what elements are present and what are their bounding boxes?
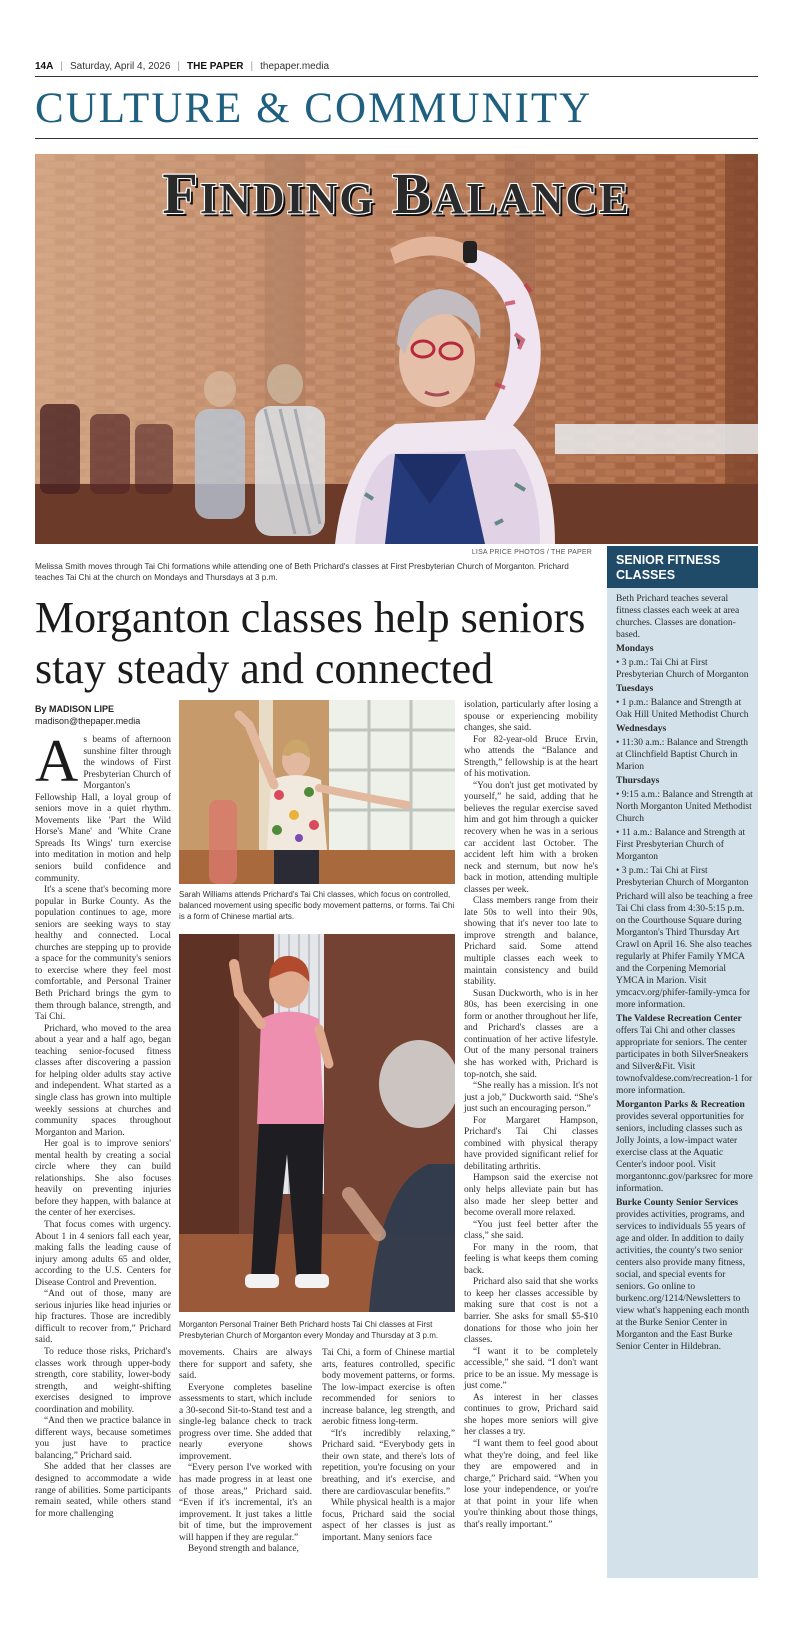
top-rule xyxy=(35,76,758,77)
sidebar-class-item: • 9:15 a.m.: Balance and Strength at North Morganton United Methodist Church xyxy=(616,790,753,824)
article-column-4 xyxy=(464,700,598,1531)
article-column-3 xyxy=(322,1348,455,1544)
paragraph: “It's incredibly relaxing,” Prichard said. “Everybody gets in their own state, and there's lots of repetition, you're focusing on your breathing, and it's exercise, and there are cardiovascular benefits.” xyxy=(322,1428,455,1497)
article-headline: Morganton classes help seniors stay steady and connected xyxy=(35,593,586,693)
paragraph: “You don't just get motivated by yourself,” he said, adding that he believes the regular exercise saved him and got him through a quicker recovery when he was in a serious car accident last October. The accident left him with a broken neck and sternum, but now he's back in motion, attending multiple classes per week. xyxy=(464,780,598,895)
photo-illustration xyxy=(179,934,455,1312)
paragraph: For 82-year-old Bruce Ervin, who attends the “Balance and Strength,” fellowship is at the heart of his motivation. xyxy=(464,734,598,780)
paragraph: Beyond strength and balance, xyxy=(188,1544,299,1555)
paragraph: Prichard, who moved to the area about a year and a half ago, began teaching senior-focused fitness classes after discovering a passion for helping older adults stay active and independent. What started as a single class has grown into multiple weekly sessions at churches and community spaces throughout Morganton and Marion. xyxy=(35,1023,171,1138)
hero-photo xyxy=(35,154,758,544)
folio-line xyxy=(35,58,758,74)
photo2-caption: Sarah Williams attends Prichard's Tai Chi classes, which focus on controlled, balanced movement using specific body movement patterns, or forms. Tai Chi is a form of Chinese martial arts. xyxy=(179,890,455,921)
paragraph: “And out of those, many are serious injuries like head injuries or hip fractures. Those are incredibly difficult to recover from,” Prichard said. xyxy=(35,1289,171,1346)
paragraph: isolation, particularly after losing a spouse or experiencing mobility changes, she said. xyxy=(464,700,598,734)
photo-credit: LISA PRICE PHOTOS / THE PAPER xyxy=(471,549,592,556)
paragraph: Everyone completes baseline assessments to start, which include a 30-second Sit-to-Stand test and a single-leg balance check to track progress over time. She added that nearly everyone shows improvement. xyxy=(179,1382,312,1462)
sidebar-day-heading: Thursdays xyxy=(616,776,660,786)
photo-sarah-williams xyxy=(179,700,455,884)
paragraph: To reduce those risks, Prichard's classes work through upper-body strength, core stability, lower-body strength, and weight-shifting exercises designed to improve coordination and mobility. xyxy=(35,1346,171,1415)
drop-cap: A xyxy=(35,728,79,794)
photo3-caption: Morganton Personal Trainer Beth Prichard hosts Tai Chi classes at First Presbyterian Church of Morganton every Monday and Thursday at 3 p.m. xyxy=(179,1320,439,1340)
byline-email[interactable]: madison@thepaper.media xyxy=(35,716,141,726)
paragraph: As interest in her classes continues to grow, Prichard said she hopes more seniors will give her classes a try. xyxy=(464,1392,598,1438)
sidebar-burke: Burke County Senior Services provides activities, programs, and services to individuals 55 years of age and older. In addition to daily activities, the county's two senior centers also provide many fitness, social, and special events for seniors. Go online to burkenc.org/1214/Newsletters to view what's happening each month at the Burke Senior Center in Morganton and the East Burke Senior Center in Hildebran. xyxy=(616,1198,750,1352)
paper-name: THE PAPER xyxy=(187,60,244,72)
issue-date: Saturday, April 4, 2026 xyxy=(69,60,171,72)
paragraph: “I want them to feel good about what they're doing, and feel like they are empowered and in charge,” Prichard said. “When you lose your independence, or you're at that point in your life when you're thinking about those things, that's really important.” xyxy=(464,1439,598,1530)
paragraph: Class members range from their late 50s to well into their 90s, showing that it's never too late to improve strength and balance, Prichard said. Some attend multiple classes each week to maintain consistency and build stability. xyxy=(464,896,598,988)
photo-beth-prichard xyxy=(179,934,455,1312)
byline-name: By MADISON LIPE xyxy=(35,704,115,714)
sidebar-class-item: • 3 p.m.: Tai Chi at First Presbyterian Church of Morganton xyxy=(616,658,749,680)
photo-headline: FINDING BALANCE xyxy=(162,161,631,226)
sidebar-parks: Morganton Parks & Recreation provides several opportunities for seniors, including classes such as Jolly Joints, a low-impact water exercise class at the Aquatic Center's indoor pool. Visit morgantonnc.gov/parksrec for more information. xyxy=(616,1100,753,1194)
photo-illustration xyxy=(179,700,455,884)
paragraph: “Every person I've worked with has made progress in at least one of those areas,” Prichard said. “Even if it's incremental, it's an improvement. It just takes a little bit of time, but the improvement will happen if they are regular.” xyxy=(179,1463,312,1543)
paragraph: It's a scene that's becoming more popular in Burke County. As the population continues to age, more seniors are seeking ways to stay healthy and connected. Local churches are stepping up to provide a space for the community's seniors to exercise where they feel most comfortable, and Personal Trainer Beth Prichard brings the gym to them through balance, strength, and Tai Chi. xyxy=(35,885,171,1023)
paragraph: Tai Chi, a form of Chinese martial arts, features controlled, specific body movement patterns, or forms. The low-impact exercise is often recommended for seniors to increase balance, leg strength, and aerobic fitness long-term. xyxy=(322,1348,455,1428)
folio-divider: | xyxy=(60,60,63,72)
paragraph: Prichard also said that she works to keep her classes accessible by making sure that cost is not a barrier. She asks for small $5-$10 donations for those who join her classes. xyxy=(464,1277,598,1346)
folio-divider: | xyxy=(177,60,181,72)
sidebar-class-item: • 11 a.m.: Balance and Strength at First Presbyterian Church of Morganton xyxy=(616,828,746,862)
sidebar-free-class: Prichard will also be teaching a free Tai Chi class from 4:30-5:15 p.m. on the Courthouse Square during Morganton's Third Thursday Art Crawl on April 16. She also teaches regularly at Phifer Family YMCA and the Corpening Memorial YMCA in Marion. Visit ymcacv.org/phifer-family-ymca for more information. xyxy=(616,892,753,1010)
sidebar-class-item: • 11:30 a.m.: Balance and Strength at Clinchfield Baptist Church in Marion xyxy=(616,738,748,772)
section-title: CULTURE & COMMUNITY xyxy=(35,85,593,132)
paragraph: Susan Duckworth, who is in her 80s, has been exercising in one form or another throughout her life, and Prichard's classes are a continuation of her active lifestyle. Out of the many personal trainers she has worked with, Prichard is top-notch, she said. xyxy=(464,988,598,1080)
sidebar-day-heading: Tuesdays xyxy=(616,684,654,694)
sidebar-day-heading: Mondays xyxy=(616,644,654,654)
paragraph: “You just feel better after the class,” she said. xyxy=(464,1219,598,1242)
paragraph: She added that her classes are designed to accommodate a wide range of abilities. Some participants remain seated, while others stand for more challenging xyxy=(35,1462,171,1519)
paragraph: While physical health is a major focus, Prichard said the social aspect of her classes is just as important. Many seniors face xyxy=(322,1498,455,1543)
paragraph: “She really has a mission. It's not just a job,” Duckworth said. “She's just such an encouraging person.” xyxy=(464,1081,598,1115)
paragraph: “And then we practice balance in different ways, because sometimes you just have to practice balancing,” Prichard said. xyxy=(35,1416,171,1461)
section-rule xyxy=(35,138,758,139)
paragraph: movements. Chairs are always there for support and safety, she said. xyxy=(179,1348,312,1382)
paragraph: s beams of afternoon sunshine filter through the windows of First Presbyterian Church of Morganton's Fellowship Hall, a loyal group of seniors move in a quiet rhythm. Movements like 'Part the Wild Horse's Mane' and 'White Crane Spreads Its Wings' turn exercise into meditation in motion and help seniors build confidence and community. xyxy=(35,735,171,884)
page-number: 14A xyxy=(35,60,54,72)
article-column-1 xyxy=(35,728,171,1520)
paragraph: Hampson said the exercise not only helps alleviate pain but has also made her sleep better and become overall more relaxed. xyxy=(464,1173,598,1219)
sidebar-intro: Beth Prichard teaches several fitness classes each week at area churches. Classes are donation-based. xyxy=(616,594,740,640)
paragraph: “I want it to be completely accessible,” she said. “I don't want price to be an issue. My message is just come.” xyxy=(464,1346,598,1392)
article-column-2 xyxy=(179,1348,312,1556)
paragraph: Her goal is to improve seniors' mental health by creating a social circle where they can build relationships. She also focuses heavily on preventing injuries before they happen, with balance at the center of her exercises. xyxy=(35,1139,171,1219)
folio-divider: | xyxy=(250,60,254,72)
site-link[interactable]: thepaper.media xyxy=(260,60,330,72)
sidebar-body xyxy=(616,593,754,1355)
sidebar-class-item: • 3 p.m.: Tai Chi at First Presbyterian Church of Morganton xyxy=(616,866,749,888)
hero-caption: Melissa Smith moves through Tai Chi formations while attending one of Beth Prichard's classes at First Presbyterian Church of Morganton. Prichard teaches Tai Chi at the church on Mondays and Thursdays at 3 p.m. xyxy=(35,562,569,582)
sidebar-valdese: The Valdese Recreation Center offers Tai Chi and other classes appropriate for seniors. The center participates in both SilverSneakers and Silver&Fit. Visit townofvaldese.com/recreation-1 for more information. xyxy=(616,1014,753,1096)
byline xyxy=(35,703,165,727)
paragraph: That focus comes with urgency. About 1 in 4 seniors fall each year, making falls the leading cause of injury among adults 65 and older, according to the U.S. Centers for Disease Control and Prevention. xyxy=(35,1219,171,1288)
sidebar-title: SENIOR FITNESS CLASSES xyxy=(607,546,758,588)
sidebar-day-heading: Wednesdays xyxy=(616,724,667,734)
sidebar-class-item: • 1 p.m.: Balance and Strength at Oak Hill United Methodist Church xyxy=(616,698,749,720)
paragraph: For Margaret Hampson, Prichard's Tai Chi classes combined with physical therapy have provided significant relief for debilitating arthritis. xyxy=(464,1115,598,1172)
paragraph: For many in the room, that feeling is what keeps them coming back. xyxy=(464,1242,598,1276)
